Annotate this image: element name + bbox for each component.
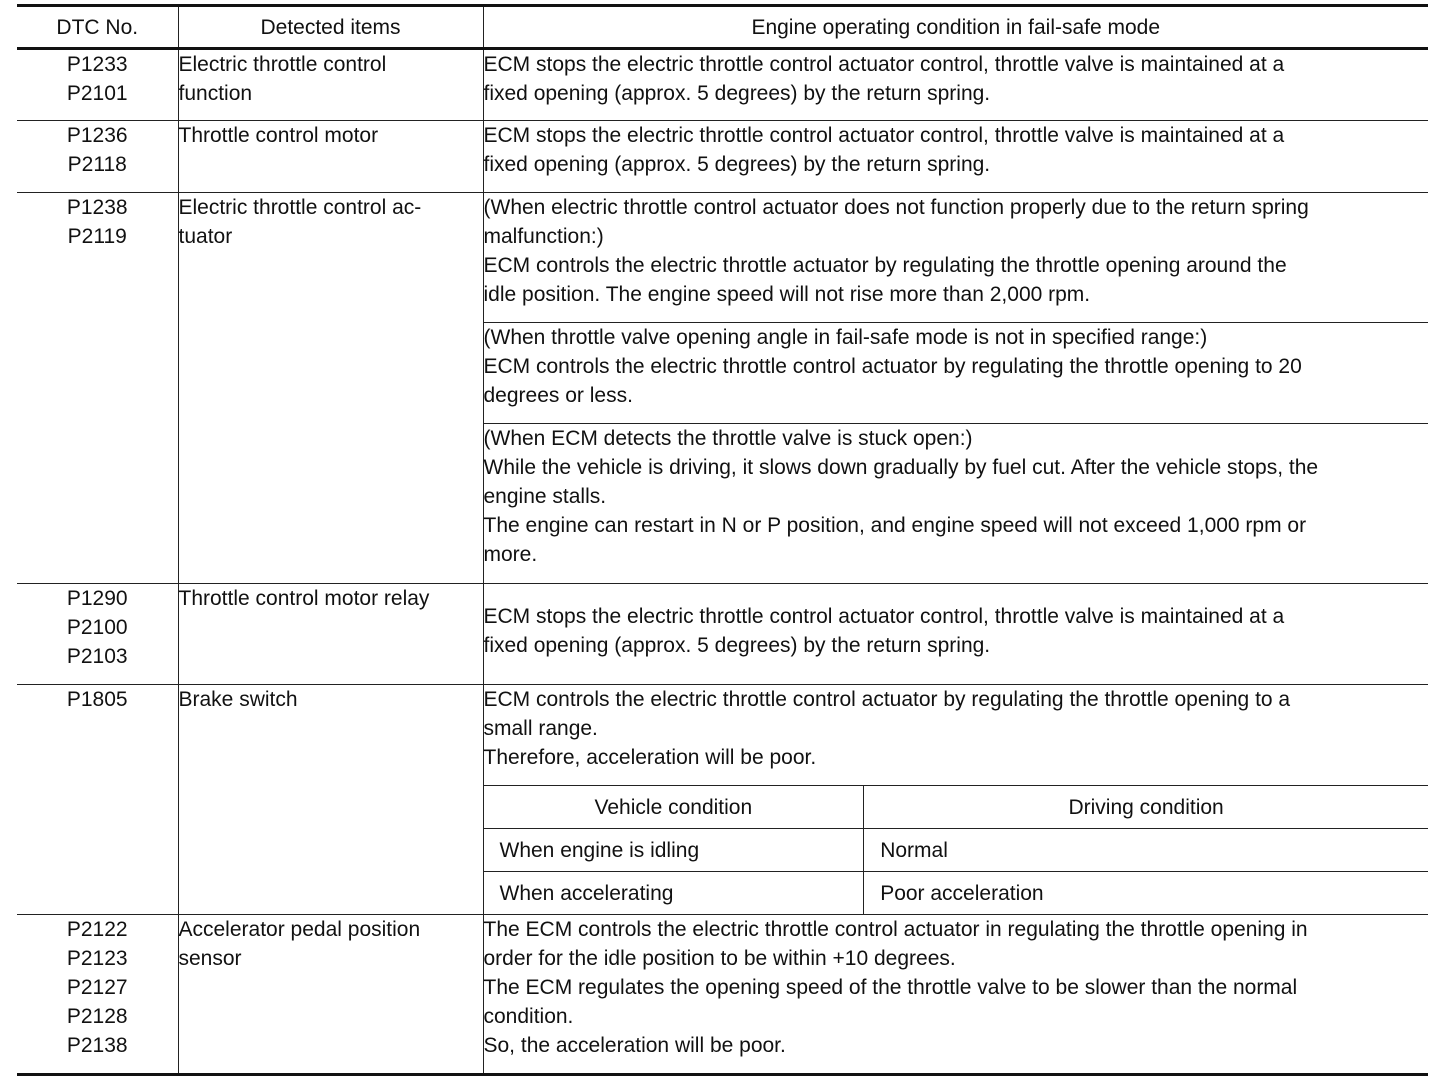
header-dtc-no: DTC No. — [17, 6, 178, 49]
detected-item-text: Accelerator pedal position — [178, 918, 421, 941]
header-detected-items: Detected items — [178, 6, 483, 49]
subtable-row — [484, 829, 1429, 872]
subtable-header-row — [484, 786, 1429, 829]
detected-item-cell — [178, 915, 483, 1075]
driving-condition: Normal — [864, 829, 1428, 872]
condition-cell — [483, 49, 1428, 121]
condition-text: degrees or less. — [483, 384, 633, 407]
dtc-code: P1233 — [66, 53, 128, 76]
dtc-code: P1236 — [66, 124, 128, 147]
condition-text: ECM controls the electric throttle control actuator by regulating the throttle opening to 20 — [483, 355, 1302, 378]
condition-cell — [483, 685, 1428, 786]
condition-text: The ECM regulates the opening speed of the throttle valve to be slower than the normal — [483, 976, 1298, 999]
condition-cell — [483, 193, 1428, 323]
driving-condition-cell — [483, 786, 1428, 915]
condition-text: order for the idle position to be within +10 degrees. — [483, 947, 956, 970]
driving-condition-table — [484, 786, 1429, 914]
dtc-code: P2127 — [66, 976, 128, 999]
dtc-code: P2103 — [66, 645, 128, 668]
table-row — [17, 49, 1428, 121]
condition-text: Therefore, acceleration will be poor. — [483, 746, 817, 769]
condition-text: more. — [483, 543, 538, 566]
table-row — [17, 121, 1428, 193]
condition-text: malfunction:) — [483, 225, 604, 248]
dtc-code: P1290 — [66, 587, 128, 610]
dtc-cell — [17, 49, 178, 121]
detected-item-cell — [178, 121, 483, 193]
detected-item-text: sensor — [178, 947, 242, 970]
dtc-code: P2100 — [66, 616, 128, 639]
condition-text: ECM stops the electric throttle control actuator control, throttle valve is maintained at a — [483, 53, 1285, 76]
condition-text: (When ECM detects the throttle valve is stuck open:) — [483, 427, 973, 450]
subtable-header-vehicle: Vehicle condition — [484, 786, 864, 829]
condition-cell — [483, 915, 1428, 1075]
dtc-code: P2123 — [66, 947, 128, 970]
condition-cell — [483, 424, 1428, 584]
condition-text: ECM stops the electric throttle control actuator control, throttle valve is maintained at a — [483, 605, 1285, 628]
detected-item-text: function — [178, 82, 253, 105]
condition-text: fixed opening (approx. 5 degrees) by the return spring. — [483, 153, 991, 176]
detected-item-text: Electric throttle control ac- — [178, 196, 422, 219]
condition-text: (When electric throttle control actuator does not function properly due to the return spring — [483, 196, 1309, 219]
dtc-code: P2118 — [67, 153, 127, 176]
table-header-row — [17, 6, 1428, 49]
header-engine-condition: Engine operating condition in fail-safe mode — [483, 6, 1428, 49]
subtable-header-driving: Driving condition — [864, 786, 1428, 829]
condition-text: While the vehicle is driving, it slows down gradually by fuel cut. After the vehicle stops, the — [483, 456, 1319, 479]
condition-text: idle position. The engine speed will not rise more than 2,000 rpm. — [483, 283, 1091, 306]
table-row — [17, 915, 1428, 1075]
table-row — [17, 584, 1428, 685]
dtc-code: P2119 — [67, 225, 127, 248]
condition-text: engine stalls. — [483, 485, 607, 508]
detected-item-cell — [178, 49, 483, 121]
detected-item-text: Throttle control motor — [178, 124, 379, 147]
driving-condition: Poor acceleration — [864, 872, 1428, 915]
condition-text: fixed opening (approx. 5 degrees) by the return spring. — [483, 634, 991, 657]
dtc-cell — [17, 915, 178, 1075]
condition-text: (When throttle valve opening angle in fail-safe mode is not in specified range:) — [483, 326, 1208, 349]
detected-item-cell — [178, 685, 483, 915]
condition-text: small range. — [483, 717, 598, 740]
dtc-code: P1238 — [66, 196, 128, 219]
condition-text: ECM controls the electric throttle control actuator by regulating the throttle opening to a — [483, 688, 1291, 711]
condition-text: ECM controls the electric throttle actuator by regulating the throttle opening around the — [483, 254, 1287, 277]
subtable-row — [484, 872, 1429, 915]
condition-text: ECM stops the electric throttle control actuator control, throttle valve is maintained at a — [483, 124, 1285, 147]
condition-text: The engine can restart in N or P position, and engine speed will not exceed 1,000 rpm or — [483, 514, 1307, 537]
detected-item-cell — [178, 584, 483, 685]
condition-cell — [483, 584, 1428, 685]
vehicle-condition: When accelerating — [484, 872, 864, 915]
condition-text: So, the acceleration will be poor. — [483, 1034, 786, 1057]
dtc-cell — [17, 584, 178, 685]
detected-item-text: Throttle control motor relay — [178, 587, 430, 610]
dtc-cell — [17, 121, 178, 193]
dtc-cell — [17, 685, 178, 915]
detected-item-text: tuator — [178, 225, 233, 248]
detected-item-cell — [178, 193, 483, 584]
condition-cell — [483, 121, 1428, 193]
dtc-code: P2101 — [66, 82, 128, 105]
dtc-code: P1805 — [66, 688, 128, 711]
table-row — [17, 685, 1428, 786]
condition-text: fixed opening (approx. 5 degrees) by the return spring. — [483, 82, 991, 105]
dtc-cell — [17, 193, 178, 584]
dtc-code: P2122 — [66, 918, 128, 941]
dtc-code: P2128 — [66, 1005, 128, 1028]
fail-safe-table — [17, 4, 1428, 1076]
condition-text: The ECM controls the electric throttle control actuator in regulating the throttle opening in — [483, 918, 1308, 941]
condition-cell — [483, 323, 1428, 424]
detected-item-text: Brake switch — [178, 688, 298, 711]
vehicle-condition: When engine is idling — [484, 829, 864, 872]
condition-text: condition. — [483, 1005, 574, 1028]
detected-item-text: Electric throttle control — [178, 53, 387, 76]
dtc-code: P2138 — [66, 1034, 128, 1057]
table-row — [17, 193, 1428, 323]
